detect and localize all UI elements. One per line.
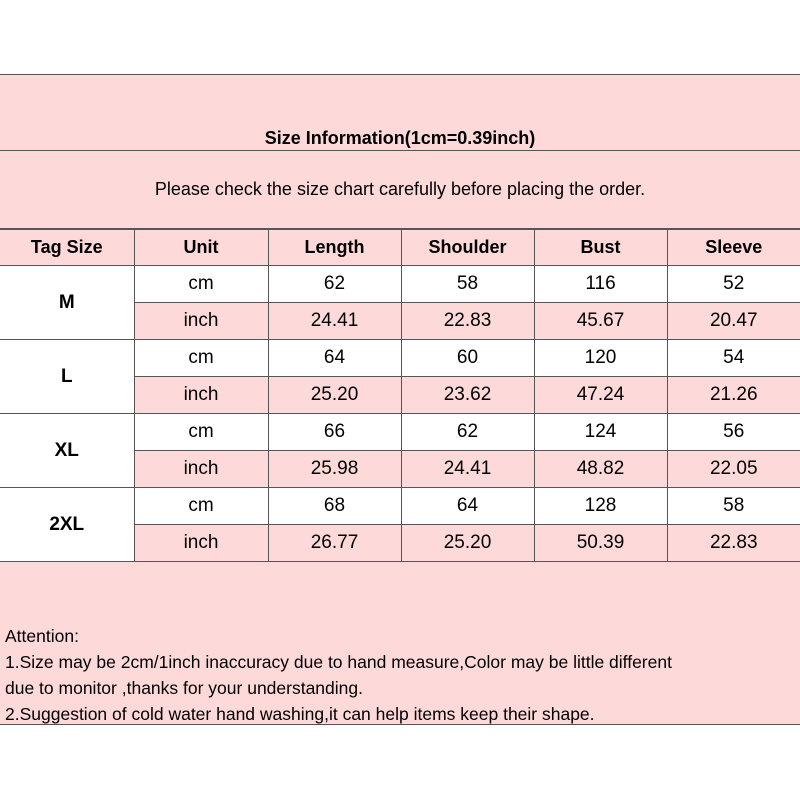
shoulder-cell: 24.41	[401, 451, 534, 488]
length-cell: 66	[268, 414, 401, 451]
sleeve-cell: 52	[667, 266, 800, 303]
shoulder-cell: 62	[401, 414, 534, 451]
length-cell: 62	[268, 266, 401, 303]
table-header-row	[0, 230, 800, 266]
sleeve-cell: 56	[667, 414, 800, 451]
unit-cell: inch	[134, 303, 268, 340]
length-cell: 25.20	[268, 377, 401, 414]
unit-cell: inch	[134, 451, 268, 488]
length-cell: 24.41	[268, 303, 401, 340]
bust-cell: 47.24	[534, 377, 667, 414]
sleeve-cell: 58	[667, 488, 800, 525]
unit-cell: cm	[134, 488, 268, 525]
bust-cell: 128	[534, 488, 667, 525]
title-row	[0, 75, 800, 151]
header-shoulder: Shoulder	[401, 230, 534, 266]
bust-cell: 45.67	[534, 303, 667, 340]
check-size-note: Please check the size chart carefully before placing the order.	[154, 179, 646, 199]
header-length: Length	[268, 230, 401, 266]
bust-cell: 124	[534, 414, 667, 451]
tag-size-cell: M	[0, 266, 134, 340]
unit-cell: cm	[134, 414, 268, 451]
shoulder-cell: 64	[401, 488, 534, 525]
attention-notes	[5, 623, 795, 727]
sleeve-cell: 22.05	[667, 451, 800, 488]
bust-cell: 120	[534, 340, 667, 377]
shoulder-cell: 60	[401, 340, 534, 377]
length-cell: 26.77	[268, 525, 401, 562]
bust-cell: 116	[534, 266, 667, 303]
shoulder-cell: 22.83	[401, 303, 534, 340]
sleeve-cell: 20.47	[667, 303, 800, 340]
unit-cell: inch	[134, 525, 268, 562]
shoulder-cell: 58	[401, 266, 534, 303]
unit-cell: cm	[134, 266, 268, 303]
tag-size-cell: XL	[0, 414, 134, 488]
header-unit: Unit	[134, 230, 268, 266]
table-row	[0, 488, 800, 525]
shoulder-cell: 23.62	[401, 377, 534, 414]
header-sleeve: Sleeve	[667, 230, 800, 266]
length-cell: 64	[268, 340, 401, 377]
bust-cell: 48.82	[534, 451, 667, 488]
attention-line-1b: due to monitor ,thanks for your understanding.	[5, 678, 363, 698]
sleeve-cell: 54	[667, 340, 800, 377]
tag-size-cell: 2XL	[0, 488, 134, 562]
length-cell: 25.98	[268, 451, 401, 488]
attention-line-2: 2.Suggestion of cold water hand washing,it can help items keep their shape.	[5, 704, 595, 724]
shoulder-cell: 25.20	[401, 525, 534, 562]
tag-size-cell: L	[0, 340, 134, 414]
length-cell: 68	[268, 488, 401, 525]
table-row	[0, 266, 800, 303]
bust-cell: 50.39	[534, 525, 667, 562]
sleeve-cell: 22.83	[667, 525, 800, 562]
unit-cell: inch	[134, 377, 268, 414]
table-row	[0, 414, 800, 451]
header-tag-size: Tag Size	[0, 230, 134, 266]
size-table	[0, 229, 800, 562]
unit-cell: cm	[134, 340, 268, 377]
note-row	[0, 151, 800, 229]
attention-line-1a: 1.Size may be 2cm/1inch inaccuracy due to hand measure,Color may be little different	[5, 652, 672, 672]
header-bust: Bust	[534, 230, 667, 266]
size-chart-panel	[0, 74, 800, 725]
size-info-title: Size Information(1cm=0.39inch)	[264, 128, 536, 148]
attention-heading: Attention:	[5, 626, 79, 646]
table-row	[0, 340, 800, 377]
sleeve-cell: 21.26	[667, 377, 800, 414]
